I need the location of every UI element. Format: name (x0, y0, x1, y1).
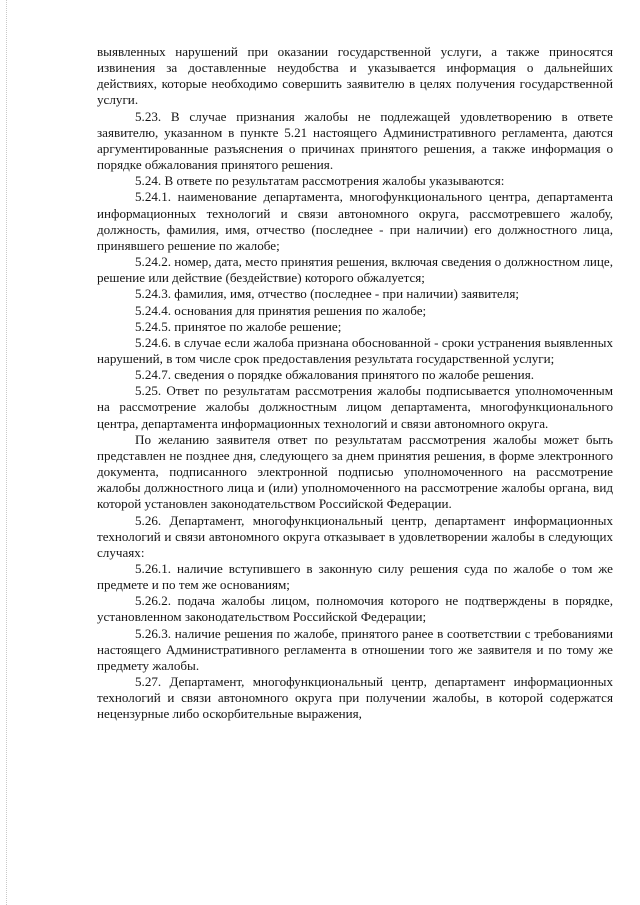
paragraph-5-25: 5.25. Ответ по результатам рассмотрения жалобы подписывается уполномоченным на рассмотрение жалобы должностным лицом департамента, многофункционального центра, департамента информационных технологий и связи автономного округа. (97, 383, 613, 431)
paragraph-5-24-4: 5.24.4. основания для принятия решения по жалобе; (135, 302, 427, 318)
paragraph-5-24-2: 5.24.2. номер, дата, место принятия решения, включая сведения о должностном лице, решение или действие (бездействие) которого обжалуется; (97, 254, 613, 286)
paragraph-5-24-1: 5.24.1. наименование департамента, многофункционального центра, департамента информационных технологий и связи автономного округа, рассмотревшего жалобу, должность, фамилия, имя, отчество (последнее - при наличии) его должностного лица, принявшего решение по жалобе; (97, 189, 613, 253)
paragraph-5-24: 5.24. В ответе по результатам рассмотрения жалобы указываются: (135, 173, 505, 189)
paragraph-5-26-3: 5.26.3. наличие решения по жалобе, принятого ранее в соответствии с требованиями настоящего Административного регламента в отношении того же заявителя и по тому же предмету жалобы. (97, 625, 613, 673)
paragraph-5-24-5: 5.24.5. принятое по жалобе решение; (135, 318, 342, 334)
document-body (97, 44, 613, 723)
paragraph-5-26-1: 5.26.1. наличие вступившего в законную силу решения суда по жалобе о том же предмете и по тем же основаниям; (97, 561, 613, 593)
paragraph-5-27: 5.27. Департамент, многофункциональный центр, департамент информационных технологий и связи автономного округа при получении жалобы, в которой содержатся нецензурные либо оскорбительные выражения, (97, 674, 613, 722)
paragraph-5-26: 5.26. Департамент, многофункциональный центр, департамент информационных технологий и связи автономного округа отказывает в удовлетворении жалобы в следующих случаях: (97, 512, 613, 560)
scan-margin-marks (6, 0, 9, 905)
paragraph-5-26-2: 5.26.2. подача жалобы лицом, полномочия которого не подтверждены в порядке, установленном законодательством Российской Федерации; (97, 593, 613, 625)
paragraph-5-24-6: 5.24.6. в случае если жалоба признана обоснованной - сроки устранения выявленных нарушений, в том числе срок предоставления результата государственной услуги; (97, 334, 613, 366)
paragraph-5-24-7: 5.24.7. сведения о порядке обжалования принятого по жалобе решения. (135, 367, 534, 383)
paragraph-continuation: выявленных нарушений при оказании государственной услуги, а также приносятся извинения за доставленные неудобства и указывается информация о дальнейших действиях, которые необходимо совершить заявителю в целях получения государственной услуги. (97, 44, 613, 108)
paragraph-5-24-3: 5.24.3. фамилия, имя, отчество (последнее - при наличии) заявителя; (135, 286, 520, 302)
paragraph-electronic-answer: По желанию заявителя ответ по результатам рассмотрения жалобы может быть представлен не позднее дня, следующего за днем принятия решения, в форме электронного документа, подписанного электронной подписью уполномоченного на рассмотрение жалобы должностного лица и (или) уполномоченного на рассмотрение жалобы органа, вид которой установлен законодательством Российской Федерации. (97, 431, 613, 512)
paragraph-5-23: 5.23. В случае признания жалобы не подлежащей удовлетворению в ответе заявителю, указанном в пункте 5.21 настоящего Административного регламента, даются аргументированные разъяснения о причинах принятого решения, а также информация о порядке обжалования принятого решения. (97, 108, 613, 173)
